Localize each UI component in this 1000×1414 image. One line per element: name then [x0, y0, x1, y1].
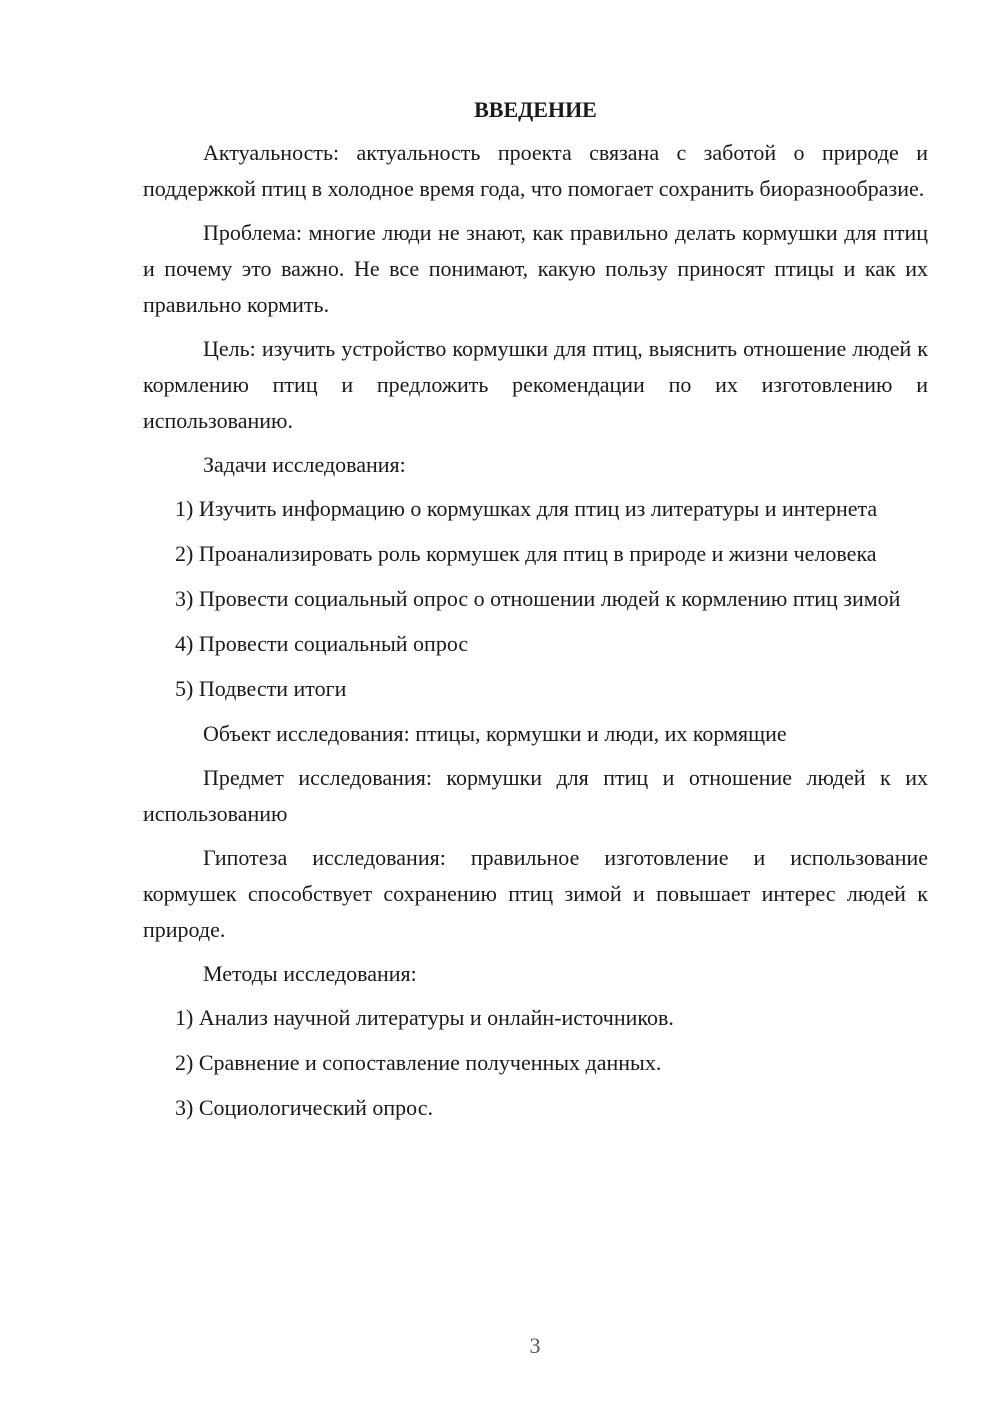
task-item: 4) Провести социальный опрос [175, 631, 469, 656]
relevance-paragraph: Актуальность: актуальность проекта связана с заботой о природе и поддержкой птиц в холодное время года, что помогает сохранить биоразнообразие. [143, 140, 928, 201]
problem-paragraph: Проблема: многие люди не знают, как правильно делать кормушки для птиц и почему это важно. Не все понимают, какую пользу приносят птицы и как их правильно кормить. [143, 220, 928, 317]
document-page [143, 92, 928, 1135]
task-item: 2) Проанализировать роль кормушек для птиц в природе и жизни человека [175, 541, 877, 566]
object-paragraph: Объект исследования: птицы, кормушки и люди, их кормящие [203, 721, 787, 746]
subject-paragraph: Предмет исследования: кормушки для птиц и отношение людей к их использованию [143, 765, 928, 826]
section-title: ВВЕДЕНИЕ [474, 97, 597, 122]
method-item: 1) Анализ научной литературы и онлайн-источников. [175, 1005, 674, 1030]
task-item: 3) Провести социальный опрос о отношении людей к кормлению птиц зимой [175, 586, 901, 611]
tasks-heading: Задачи исследования: [203, 452, 406, 477]
method-item: 3) Социологический опрос. [175, 1095, 433, 1120]
task-item: 1) Изучить информацию о кормушках для птиц из литературы и интернета [175, 496, 878, 521]
method-item: 2) Сравнение и сопоставление полученных данных. [175, 1050, 662, 1075]
methods-heading: Методы исследования: [203, 961, 417, 986]
task-item: 5) Подвести итоги [175, 676, 347, 701]
goal-paragraph: Цель: изучить устройство кормушки для птиц, выяснить отношение людей к кормлению птиц и предложить рекомендации по их изготовлению и использованию. [143, 336, 928, 433]
hypothesis-paragraph: Гипотеза исследования: правильное изготовление и использование кормушек способствует сохранению птиц зимой и повышает интерес людей к природе. [143, 845, 928, 942]
page-number: 3 [529, 1333, 541, 1358]
